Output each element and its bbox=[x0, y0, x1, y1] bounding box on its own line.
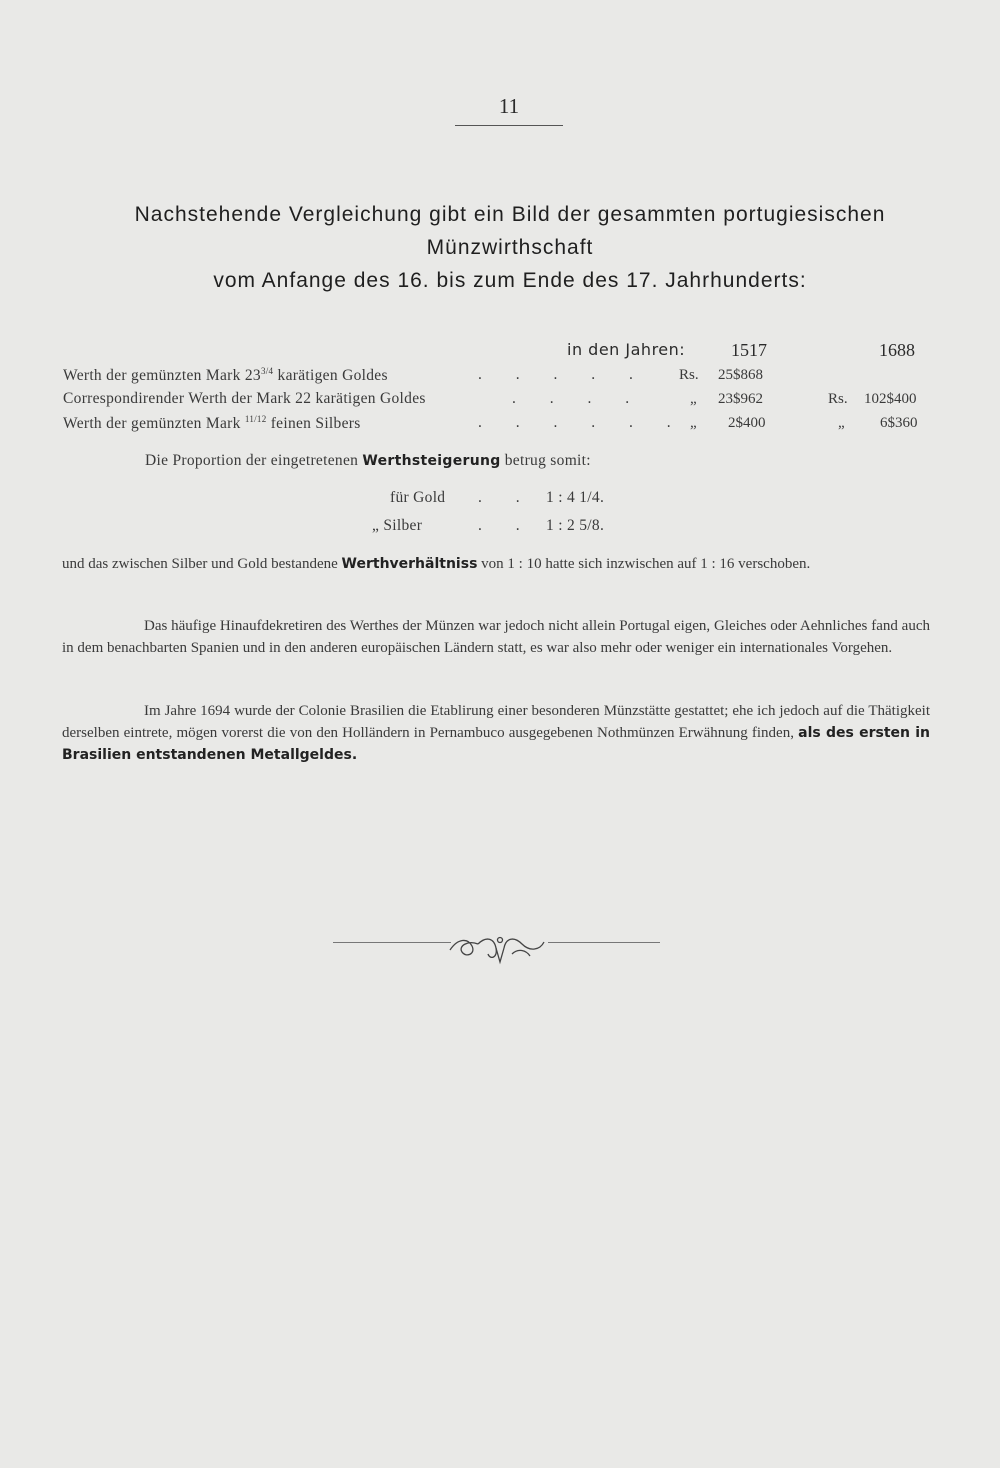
heading-line-2: Münzwirthschaft bbox=[426, 236, 594, 259]
leader-dots: . . . . . bbox=[478, 366, 648, 383]
row-label-cont: karätigen Goldes bbox=[273, 367, 388, 385]
value-prefix: „ bbox=[690, 415, 697, 431]
leader-dots: . . bbox=[478, 517, 535, 534]
value-1688: 102$400 bbox=[864, 391, 917, 407]
heading bbox=[60, 198, 960, 297]
value-prefix: „ bbox=[838, 415, 845, 431]
value-1517: 23$962 bbox=[718, 391, 763, 407]
divider-left bbox=[333, 942, 451, 943]
fraction: 11/12 bbox=[244, 414, 267, 424]
paragraph-1: und das zwischen Silber und Gold bestandene Werthverhältniss von 1 : 10 hatte sich inzwischen auf 1 : 16 verschoben. bbox=[62, 556, 811, 572]
heading-line-3: vom Anfange des 16. bis zum Ende des 17. Jahrhunderts: bbox=[213, 269, 807, 292]
leader-dots: . . . . . . bbox=[478, 414, 686, 431]
value-prefix: Rs. bbox=[679, 367, 699, 383]
ratio-gold-value: 1 : 4 1/4. bbox=[546, 489, 605, 506]
row-label-cont: feinen Silbers bbox=[266, 415, 361, 433]
divider-right bbox=[548, 942, 660, 943]
proportion-intro: Die Proportion der eingetretenen Werthsteigerung betrug somit: bbox=[145, 452, 591, 469]
row-label: Werth der gemünzten Mark 23 bbox=[63, 367, 261, 385]
ratio-silver-value: 1 : 2 5/8. bbox=[546, 517, 605, 534]
row-label: Correspondirender Werth der Mark 22 karätigen Goldes bbox=[63, 390, 426, 407]
bold-term: Werthverhältniss bbox=[341, 556, 478, 572]
ornament-flourish-icon bbox=[446, 928, 554, 968]
value-1517: 2$400 bbox=[728, 415, 766, 431]
table-year-1517: 1517 bbox=[731, 340, 767, 360]
bold-term: Werthsteigerung bbox=[362, 453, 501, 469]
fraction: 3/4 bbox=[260, 366, 274, 376]
value-1517: 25$868 bbox=[718, 367, 763, 383]
table-years-label: in den Jahren: bbox=[567, 340, 686, 359]
row-label: Werth der gemünzten Mark bbox=[63, 415, 245, 433]
heading-line-1: Nachstehende Vergleichung gibt ein Bild der gesammten portugiesischen bbox=[134, 203, 886, 226]
ratio-silver-label: „ Silber bbox=[372, 517, 423, 534]
paragraph-3: Im Jahre 1694 wurde der Colonie Brasilien die Etablirung einer besonderen Münzstätte gestattet; ehe ich jedoch auf die Thätigkeit derselben eintrete, mögen vorerst die von den Holländern in Pernambuco ausgegebenen Nothmünzen Erwähnung finden, als des ersten in Brasilien entstandenen Metallgeldes. bbox=[62, 703, 931, 763]
value-prefix: „ bbox=[690, 391, 697, 407]
page-number: 11 bbox=[455, 94, 563, 126]
table-year-1688: 1688 bbox=[879, 340, 915, 360]
leader-dots: . . . . bbox=[512, 390, 645, 407]
bold-phrase: als des ersten in Brasilien entstandenen Metallgeldes. bbox=[62, 725, 931, 763]
leader-dots: . . bbox=[478, 489, 535, 506]
ratio-gold-label: für Gold bbox=[390, 489, 446, 506]
paragraph-2: Das häufige Hinaufdekretiren des Werthes der Münzen war jedoch nicht allein Portugal eigen, Gleiches oder Aehnliches fand auch in dem benachbarten Spanien und in den anderen europäischen Ländern statt, es war also mehr oder weniger ein internationales Vorgehen. bbox=[62, 618, 930, 656]
value-1688: 6$360 bbox=[880, 415, 918, 431]
value-prefix: Rs. bbox=[828, 391, 848, 407]
